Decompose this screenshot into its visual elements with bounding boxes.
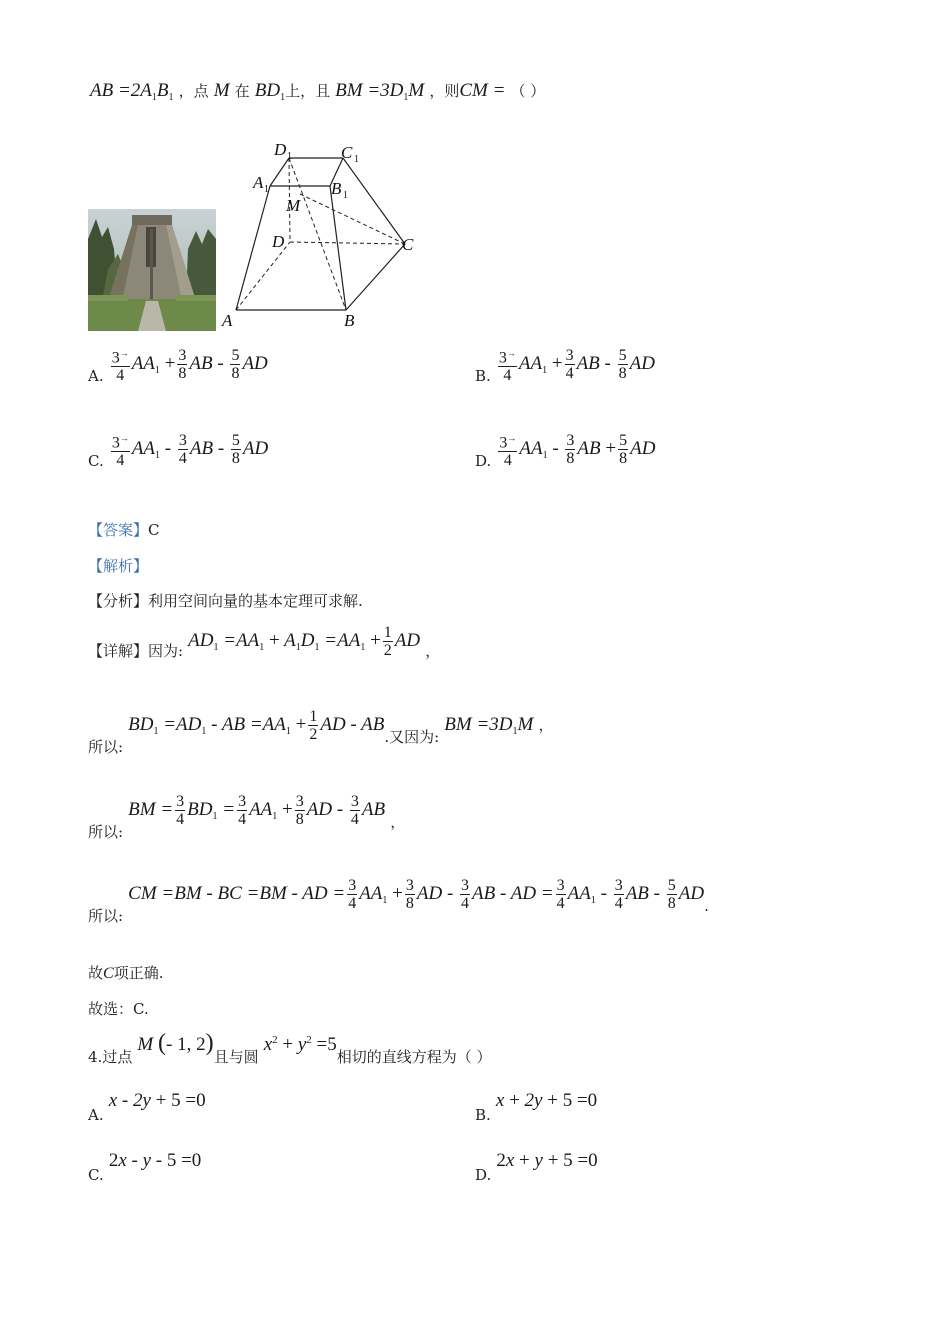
detail-eq-2: $BD_1 =AD_1$ - AB $=AA_1$ + $\frac{1}{2}$ AD - AB: [128, 708, 385, 743]
label-A1: A: [253, 173, 264, 192]
label-C1-sub: 1: [354, 154, 359, 165]
option-expr: x - 2y + 5 =0: [108, 1090, 206, 1111]
option-letter: A.: [88, 1106, 104, 1124]
q3-option-b[interactable]: [475, 345, 655, 384]
option-expr: $\frac{3^\to}{4}$ $AA_1$ - $\frac{3}{8}$ AB + $\frac{5}{8}$ AD: [496, 438, 655, 459]
q3-option-c[interactable]: [88, 430, 268, 469]
detail-eq-3: BM = $\frac{3}{4}$ $BD_1$ = $\frac{3}{4}$ $AA_1$ + $\frac{3}{8}$ AD - $\frac{3}{4}$ AB: [128, 793, 386, 828]
also-because-text: .又因为:: [384, 727, 440, 746]
stem-then-text: ，则: [429, 82, 460, 100]
detail-tag: 【详解】: [88, 641, 149, 660]
choose-line: 故选：C.: [88, 1000, 149, 1018]
detail-line-3: [88, 793, 406, 841]
q3-stem: [90, 80, 545, 103]
q4-option-a[interactable]: [88, 1090, 206, 1124]
option-expr: $\frac{3^\to}{4}$ $AA_1$ + $\frac{3}{8}$ AB - $\frac{5}{8}$ AD: [109, 353, 268, 374]
q4-circle: $x^2 + y^2 =5$: [263, 1034, 337, 1055]
option-letter: C.: [88, 1166, 104, 1184]
option-letter: B.: [475, 367, 491, 386]
observatory-photo: [88, 209, 216, 331]
option-expr: 2x - y - 5 =0: [108, 1150, 202, 1171]
option-letter: B.: [475, 1106, 491, 1124]
option-expr: 2x + y + 5 =0: [496, 1150, 598, 1171]
option-letter: C.: [88, 452, 104, 471]
option-letter: D.: [475, 452, 492, 471]
q4-point: M (- 1, 2): [137, 1030, 214, 1056]
stem-ratio: BM $=3D_1M$: [335, 80, 425, 103]
conclusion-c: C: [103, 965, 114, 982]
comma: ，: [390, 812, 406, 831]
option-expr: x + 2y + 5 =0: [495, 1090, 598, 1111]
q4-stem: [88, 1030, 492, 1066]
stem-paren: （ ）: [510, 82, 546, 100]
label-B1-sub: 1: [343, 190, 348, 201]
period: .: [704, 896, 709, 915]
label-C: C: [402, 235, 414, 254]
q4-option-c[interactable]: [88, 1150, 202, 1184]
detail-line-2: [88, 708, 554, 756]
answer-value: C: [148, 521, 160, 539]
fenxi-tag: 【分析】: [88, 592, 149, 610]
analysis-tag: 【解析】: [88, 557, 149, 575]
so-text: 所以:: [88, 906, 124, 925]
answer-line: [88, 519, 160, 540]
so-text: 所以:: [88, 737, 124, 756]
label-C1: C: [341, 143, 353, 162]
stem-point-text: ，点: [178, 82, 209, 100]
comma: ，: [538, 715, 554, 734]
q4-option-d[interactable]: [475, 1150, 598, 1184]
detail-eq-1: $AD_1 =AA_1 + A_1D_1 =AA_1$ + $\frac{1}{2}$ AD: [188, 624, 421, 659]
stem-given: AB $=2A_1B_1$: [90, 80, 174, 103]
detail-ratio: BM $=3D_1M$: [444, 713, 534, 737]
fenxi-text: 利用空间向量的基本定理可求解.: [148, 592, 363, 610]
option-expr: $\frac{3^\to}{4}$ $AA_1$ + $\frac{3}{4}$ AB - $\frac{5}{8}$ AD: [496, 353, 655, 374]
conclusion-line: [88, 962, 163, 983]
detail-line-4: [88, 877, 709, 925]
q4-pass-text: 过点: [102, 1048, 133, 1066]
because-text: 因为:: [148, 641, 184, 660]
label-M: M: [286, 196, 301, 215]
stem-upper-text: 上，且: [285, 82, 331, 100]
q4-circle-text: 且与圆: [213, 1048, 259, 1066]
fenxi-line: [88, 590, 363, 611]
q3-option-a[interactable]: [88, 345, 268, 384]
label-B: B: [344, 311, 355, 330]
answer-tag: 【答案】: [88, 521, 149, 539]
detail-eq-4: CM =BM - BC =BM - AD = $\frac{3}{4}$ $AA_1$ + $\frac{3}{8}$ AD - $\frac{3}{4}$ AB - AD = $\frac{3}{4}$ $AA_1$ - $\frac{3}{4}$ AB - $\frac{5}{8}$ AD: [128, 877, 705, 912]
label-B1: B: [331, 179, 342, 198]
label-D: D: [272, 232, 285, 251]
q4-number: 4.: [88, 1048, 103, 1066]
label-A: A: [222, 311, 233, 330]
stem-on-text: 在: [234, 82, 250, 100]
q3-option-d[interactable]: [475, 430, 655, 469]
option-expr: $\frac{3^\to}{4}$ $AA_1$ - $\frac{3}{4}$ AB - $\frac{5}{8}$ AD: [109, 438, 268, 459]
q4-tangent-text: 相切的直线方程为（ ）: [336, 1048, 492, 1066]
label-A1-sub: 1: [264, 184, 269, 195]
stem-target: CM =: [459, 80, 506, 101]
label-D1-sub: 1: [287, 151, 292, 162]
label-D1: D: [274, 140, 287, 159]
conclusion-rest: 项正确.: [113, 964, 164, 982]
detail-line-1: [88, 624, 440, 659]
option-letter: A.: [88, 367, 104, 386]
stem-point: M: [213, 80, 230, 101]
comma: ，: [425, 641, 441, 660]
stem-segment: $BD_1$: [254, 80, 286, 103]
frustum-figure: [216, 136, 426, 336]
so-text: 所以:: [88, 822, 124, 841]
q4-option-b[interactable]: [475, 1090, 598, 1124]
option-letter: D.: [475, 1166, 492, 1184]
conclusion-text: 故: [88, 964, 104, 982]
